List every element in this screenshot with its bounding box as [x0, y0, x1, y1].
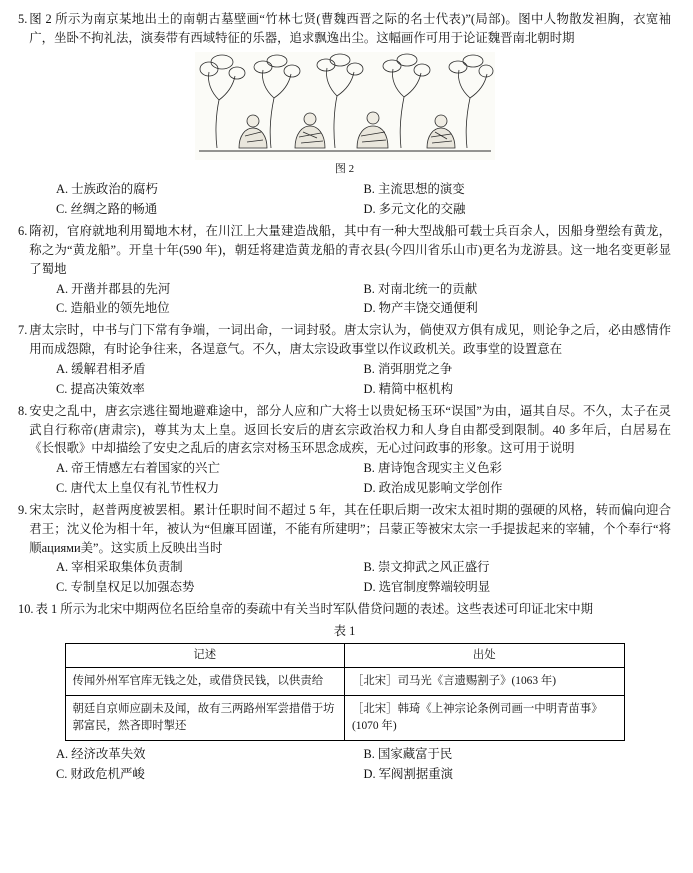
option-5-d[interactable]: D. 多元文化的交融	[363, 202, 466, 217]
table-row	[65, 667, 624, 695]
table-1-header-record: 记述	[65, 643, 345, 667]
question-5-text: 图 2 所示为南京某地出土的南朝古墓壁画“竹林七贤(曹魏西晋之际的名士代表)”(局部)。图中人物散发袒胸，衣宽袖广，坐卧不拘礼法，演奏带有西域特征的乐器，追求飘逸出尘。这幅画作可用于论证魏晋南北朝时期	[29, 12, 671, 45]
question-5-body	[18, 10, 671, 48]
option-9-b[interactable]: B. 崇文抑武之风正盛行	[363, 560, 490, 575]
question-5-number: 5.	[18, 12, 28, 26]
table-row	[65, 696, 624, 741]
question-9-number: 9.	[18, 502, 28, 517]
figure-2-wrap	[18, 52, 671, 178]
figure-2-caption: 图 2	[334, 162, 355, 175]
option-6-d[interactable]: D. 物产丰饶交通便利	[363, 301, 478, 316]
question-7-text: 唐太宗时，中书与门下常有争端，一词出命，一词封驳。唐太宗认为，倘使双方俱有成见，则论争之后，必由感情作用而成怨隙，有时论争往来，各逞意气。不久，唐太宗设政事堂以作议政机关。政事堂的设置意在	[29, 323, 671, 357]
table-1-row2-record: 朝廷自京师应副未及闻，故有三两路州军尝措借于坊郭富民，然吝即时掣还	[65, 696, 345, 741]
question-7-number: 7.	[18, 323, 28, 338]
table-1-title: 表 1	[333, 623, 356, 638]
option-8-c[interactable]: C. 唐代太上皇仅有礼节性权力	[56, 481, 220, 496]
question-8-options	[18, 459, 671, 499]
question-6-text: 隋初，官府就地利用蜀地木材，在川江上大量建造战船，其中有一种大型战船可载士兵百余人，因船身塑绘有黄龙，称之为“黄龙船”。开皇十年(590 年)，朝廷将建造黄龙船的青衣县(今四川省乐山市)更名为龙游县。这一地名变更彰显了蜀地	[29, 224, 671, 276]
seven-sages-mural-image	[195, 52, 495, 160]
option-9-d[interactable]: D. 选官制度弊端较明显	[363, 580, 491, 595]
table-1-header-row	[65, 643, 624, 667]
table-1-row1-source: ［北宋］司马光《言遗赐割子》(1063 年)	[345, 667, 625, 695]
question-7-options	[18, 360, 671, 400]
option-5-a[interactable]: A. 士族政治的腐朽	[56, 182, 158, 197]
question-10	[18, 600, 671, 785]
option-8-b[interactable]: B. 唐诗饱含现实主义色彩	[363, 461, 502, 476]
question-9-options	[18, 558, 671, 598]
option-10-a[interactable]: A. 经济改革失效	[56, 747, 146, 762]
question-6-options	[18, 280, 671, 320]
option-8-d[interactable]: D. 政治成见影响文学创作	[363, 481, 503, 496]
table-1	[65, 643, 625, 741]
option-9-a[interactable]: A. 宰相采取集体负责制	[56, 560, 183, 575]
option-10-c[interactable]: C. 财政危机严峻	[56, 767, 145, 782]
option-8-a[interactable]: A. 帝王情感左右着国家的兴亡	[56, 461, 220, 476]
option-7-b[interactable]: B. 消弭朋党之争	[363, 362, 453, 376]
option-5-b[interactable]: B. 主流思想的演变	[363, 182, 465, 197]
table-1-row1-record: 传闻外州军官库无钱之处，或借贷民钱，以供责给	[65, 667, 345, 695]
question-9-body	[18, 501, 671, 558]
question-8-number: 8.	[18, 403, 28, 418]
table-1-row2-source: ［北宋］韩琦《上神宗论条例司画一中明青苗事》(1070 年)	[345, 696, 625, 741]
option-6-b[interactable]: B. 对南北统一的贡献	[363, 281, 478, 296]
question-6-number: 6.	[18, 224, 28, 239]
option-10-b[interactable]: B. 国家藏富于民	[363, 747, 453, 762]
option-9-c[interactable]: C. 专制皇权足以加强态势	[56, 580, 195, 595]
option-7-c[interactable]: C. 提高决策效率	[56, 381, 145, 396]
option-7-d[interactable]: D. 精简中枢机构	[363, 381, 453, 396]
question-7-body	[18, 321, 671, 359]
question-9	[18, 501, 671, 598]
option-7-a[interactable]: A. 缓解君相矛盾	[56, 362, 146, 376]
table-1-header-source: 出处	[345, 643, 625, 667]
option-5-c[interactable]: C. 丝绸之路的畅通	[56, 202, 158, 217]
question-10-body	[18, 600, 671, 619]
question-8-text: 安史之乱中，唐玄宗逃往蜀地避难途中，部分人应和广大将士以贵妃杨玉环“误国”为由，逼其自尽。不久，太子在灵武自行称帝(唐肃宗)，尊其为太上皇。返回长安后的唐玄宗政治权力和人身自由都受到限制。40 多年后，白居易在《长恨歌》中却描绘了安史之乱后的唐玄宗对杨玉环思念成疾，无心过问政事的形象。这可用于说明	[29, 403, 671, 456]
question-10-options	[18, 745, 671, 785]
question-5-options	[18, 180, 671, 220]
question-8	[18, 402, 671, 499]
question-6	[18, 222, 671, 319]
question-10-text: 表 1 所示为北宋中期两位名臣给皇帝的奏疏中有关当时军队借贷问题的表述。这些表述可印证北宋中期	[35, 602, 594, 617]
option-10-d[interactable]: D. 军阀割据重演	[363, 767, 453, 782]
question-8-body	[18, 402, 671, 459]
option-6-c[interactable]: C. 造船业的领先地位	[56, 301, 170, 316]
question-5	[18, 10, 671, 220]
question-6-body	[18, 222, 671, 279]
option-6-a[interactable]: A. 开凿并郡县的先河	[56, 281, 171, 296]
question-7	[18, 321, 671, 399]
question-10-number: 10.	[18, 602, 34, 617]
question-9-text: 宋太宗时，赵普两度被罢相。累计任职时间不超过 5 年，其在任职后期一改宋太祖时期的强硬的风格，转而偏向迎合君王；沈义伦为相十年，被认为“但廉耳固谨，不能有所建明”；吕蒙正等被宋太宗一手提拔起来的宰辅，个个奉行“将顺ациями美”。这实质上反映出当时	[29, 502, 671, 555]
